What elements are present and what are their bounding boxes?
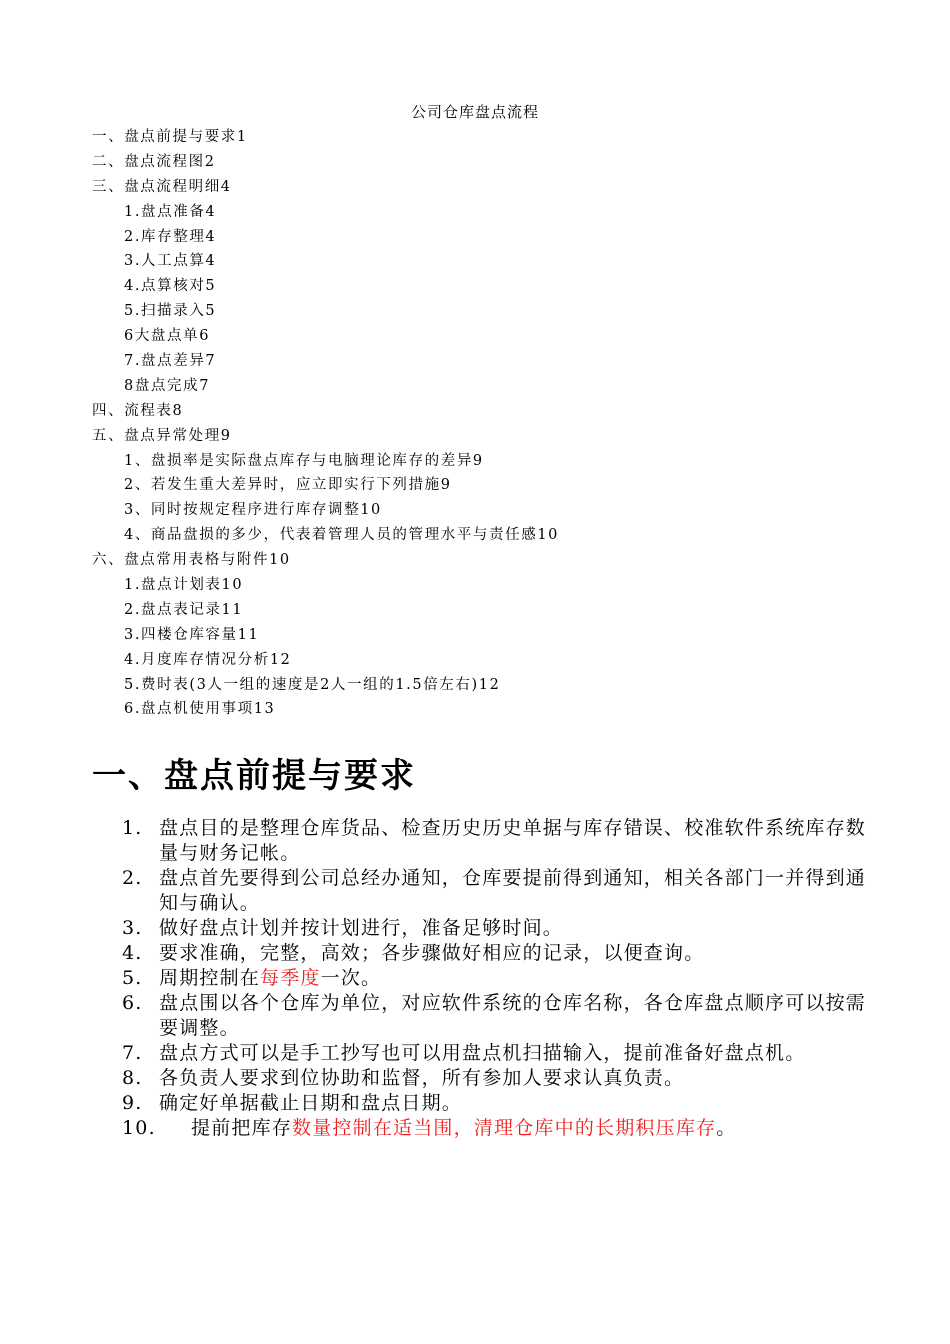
toc-entry[interactable]: 3.人工点算4 [124, 253, 217, 270]
toc-entry[interactable]: 5.扫描录入5 [124, 303, 217, 320]
item-text: 盘点目的是整理仓库货品、检查历史历史单据与库存错误、校准软件系统库存数量与财务记帐。 [159, 817, 867, 864]
requirement-item [122, 941, 882, 966]
item-number: 1. [122, 817, 143, 839]
document-title: 公司仓库盘点流程 [410, 103, 539, 121]
item-number: 10. [122, 1117, 156, 1139]
toc-entry[interactable]: 2.库存整理4 [124, 228, 217, 245]
requirement-item [122, 966, 882, 991]
requirement-item [122, 1116, 882, 1141]
toc-entry[interactable]: 三、盘点流程明细4 [92, 178, 232, 195]
toc-entry[interactable]: 二、盘点流程图2 [92, 153, 216, 170]
toc-entry[interactable]: 3.四楼仓库容量11 [124, 626, 260, 643]
toc-entry[interactable]: 六、盘点常用表格与附件10 [92, 552, 291, 569]
item-text: 。 [716, 1117, 737, 1139]
item-number: 4. [122, 942, 143, 964]
toc-entry[interactable]: 1、盘损率是实际盘点库存与电脑理论库存的差异9 [124, 452, 484, 469]
requirement-item [122, 1066, 882, 1091]
toc-entry[interactable]: 7.盘点差异7 [124, 353, 217, 370]
item-text: 各负责人要求到位协助和监督，所有参加人要求认真负责。 [159, 1067, 685, 1089]
item-text: 盘点方式可以是手工抄写也可以用盘点机扫描输入，提前准备好盘点机。 [159, 1042, 806, 1064]
item-number: 6. [122, 992, 143, 1014]
item-text: 做好盘点计划并按计划进行，准备足够时间。 [159, 917, 564, 939]
table-of-contents [92, 125, 559, 722]
item-number: 8. [122, 1067, 143, 1089]
toc-entry[interactable]: 6.盘点机使用事项13 [124, 701, 276, 718]
highlighted-text: 每季度 [260, 967, 321, 989]
toc-entry[interactable]: 4.点算核对5 [124, 278, 217, 295]
section-heading: 一、盘点前提与要求 [92, 756, 416, 796]
toc-entry[interactable]: 2.盘点表记录11 [124, 601, 244, 618]
requirement-item [122, 991, 882, 1041]
toc-entry[interactable]: 2、若发生重大差异时，应立即实行下列措施9 [124, 477, 452, 494]
item-text: 提前把库存 [191, 1117, 293, 1139]
highlighted-text: 数量控制在适当围，清理仓库中的长期积压库存 [292, 1117, 717, 1139]
toc-entry[interactable]: 6大盘点单6 [124, 328, 211, 345]
toc-entry[interactable]: 3、同时按规定程序进行库存调整10 [124, 502, 382, 519]
item-number: 3. [122, 917, 143, 939]
item-text: 盘点首先要得到公司总经办通知，仓库要提前得到通知，相关各部门一并得到通知与确认。 [159, 867, 867, 914]
item-text: 要求准确，完整，高效；各步骤做好相应的记录，以便查询。 [159, 942, 705, 964]
toc-entry[interactable]: 五、盘点异常处理9 [92, 427, 232, 444]
requirement-item [122, 1041, 882, 1066]
toc-entry[interactable]: 8盘点完成7 [124, 377, 211, 394]
requirement-item [122, 866, 882, 916]
item-number: 2. [122, 867, 143, 889]
requirement-item [122, 916, 882, 941]
item-text: 一次。 [320, 967, 382, 989]
requirement-item [122, 1091, 882, 1116]
item-number: 7. [122, 1042, 143, 1064]
item-text: 确定好单据截止日期和盘点日期。 [159, 1092, 463, 1114]
toc-entry[interactable]: 1.盘点准备4 [124, 203, 217, 220]
item-number: 9. [122, 1092, 143, 1114]
toc-entry[interactable]: 四、流程表8 [92, 402, 184, 419]
toc-entry[interactable]: 1.盘点计划表10 [124, 577, 244, 594]
requirement-item [122, 816, 882, 866]
item-text: 周期控制在 [159, 967, 261, 989]
toc-entry[interactable]: 一、盘点前提与要求1 [92, 129, 248, 145]
item-text: 盘点围以各个仓库为单位，对应软件系统的仓库名称，各仓库盘点顺序可以按需要调整。 [159, 992, 867, 1039]
toc-entry[interactable]: 4.月度库存情况分析12 [124, 651, 292, 668]
requirements-list [122, 816, 882, 1141]
item-number: 5. [122, 967, 143, 989]
toc-entry[interactable]: 5.费时表(3人一组的速度是2人一组的1.5倍左右)12 [124, 676, 501, 693]
toc-entry[interactable]: 4、商品盘损的多少，代表着管理人员的管理水平与责任感10 [124, 527, 559, 544]
